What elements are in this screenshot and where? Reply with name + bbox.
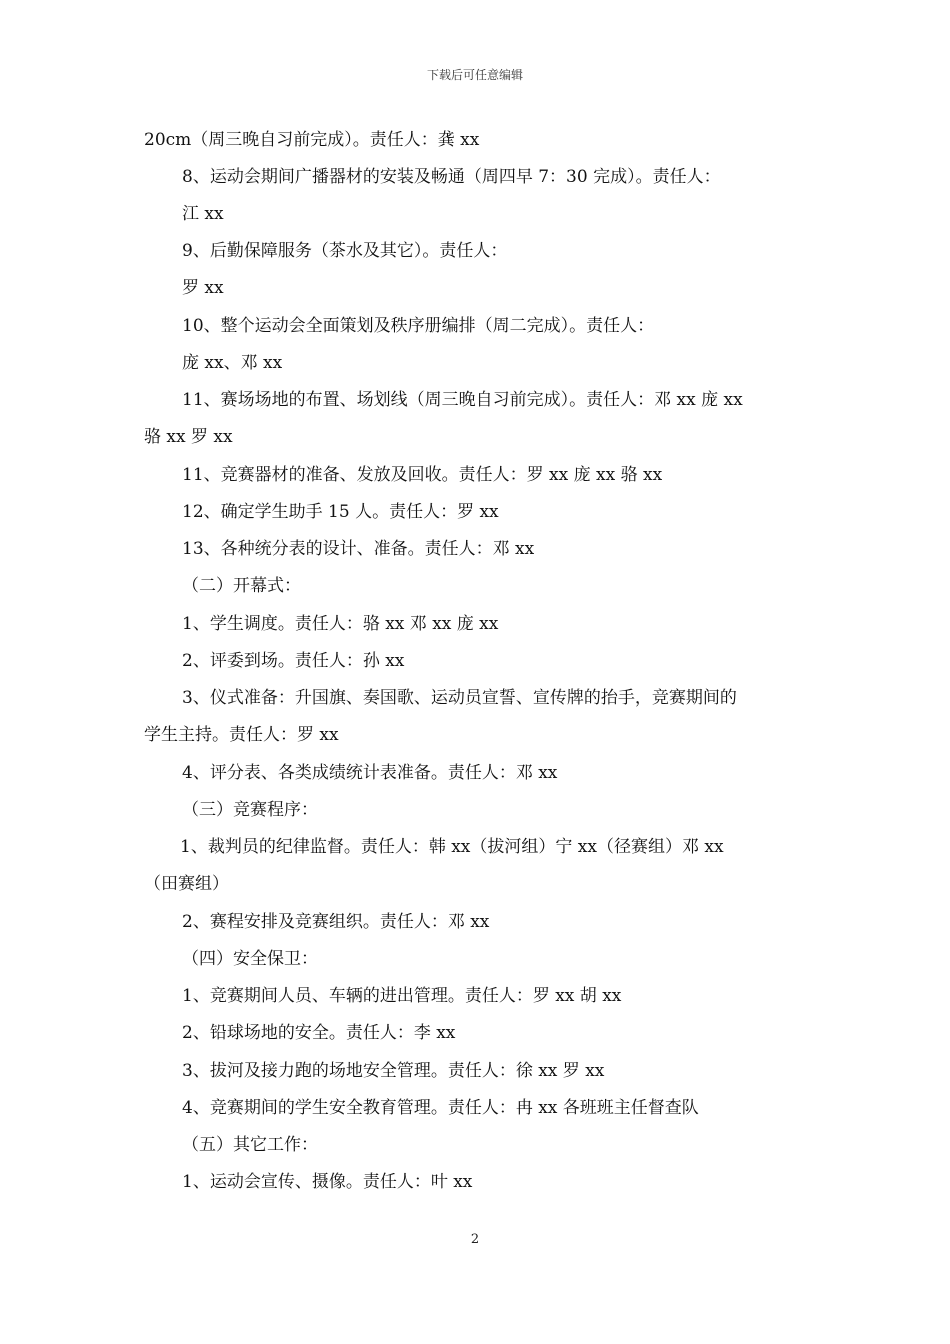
section-heading: （二）开幕式： bbox=[182, 576, 301, 596]
section-heading: （四）安全保卫： bbox=[182, 949, 318, 969]
body-line: 13、各种统分表的设计、准备。责任人：邓 xx bbox=[182, 539, 535, 559]
body-line: 8、运动会期间广播器材的安装及畅通（周四早 7：30 完成）。责任人： bbox=[182, 167, 721, 187]
body-line: 学生主持。责任人：罗 xx bbox=[144, 725, 339, 745]
body-line: 12、确定学生助手 15 人。责任人：罗 xx bbox=[182, 502, 499, 522]
body-line: 10、整个运动会全面策划及秩序册编排（周二完成）。责任人： bbox=[182, 316, 655, 336]
body-line: 2、赛程安排及竞赛组织。责任人：邓 xx bbox=[182, 912, 490, 932]
body-line: 4、评分表、各类成绩统计表准备。责任人：邓 xx bbox=[182, 763, 558, 783]
body-line: 2、铅球场地的安全。责任人：李 xx bbox=[182, 1023, 456, 1043]
body-line: 罗 xx bbox=[182, 278, 224, 298]
body-line: 11、赛场场地的布置、场划线（周三晚自习前完成）。责任人：邓 xx 庞 xx bbox=[182, 390, 743, 410]
body-line: 1、竞赛期间人员、车辆的进出管理。责任人：罗 xx 胡 xx bbox=[182, 986, 622, 1006]
body-line: 3、拔河及接力跑的场地安全管理。责任人：徐 xx 罗 xx bbox=[182, 1061, 605, 1081]
section-heading: （五）其它工作： bbox=[182, 1135, 318, 1155]
body-line: 3、仪式准备：升国旗、奏国歌、运动员宣誓、宣传牌的抬手，竞赛期间的 bbox=[182, 688, 737, 708]
body-line: 1、裁判员的纪律监督。责任人：韩 xx（拔河组）宁 xx（径赛组）邓 xx bbox=[180, 837, 724, 857]
page-header: 下载后可任意编辑 bbox=[426, 68, 523, 82]
body-line: 20cm（周三晚自习前完成）。责任人：龚 xx bbox=[144, 130, 480, 150]
page-number: 2 bbox=[470, 1232, 480, 1247]
section-heading: （三）竞赛程序： bbox=[182, 800, 318, 820]
body-line: 9、后勤保障服务（茶水及其它）。责任人： bbox=[182, 241, 508, 261]
body-line: 11、竞赛器材的准备、发放及回收。责任人：罗 xx 庞 xx 骆 xx bbox=[182, 465, 663, 485]
body-line: 江 xx bbox=[182, 204, 224, 224]
body-line: 2、评委到场。责任人：孙 xx bbox=[182, 651, 405, 671]
body-line: （田赛组） bbox=[144, 874, 229, 894]
body-line: 骆 xx 罗 xx bbox=[144, 427, 233, 447]
body-line: 庞 xx、邓 xx bbox=[182, 353, 283, 373]
body-line: 1、学生调度。责任人：骆 xx 邓 xx 庞 xx bbox=[182, 614, 499, 634]
body-line: 1、运动会宣传、摄像。责任人：叶 xx bbox=[182, 1172, 473, 1192]
body-line: 4、竞赛期间的学生安全教育管理。责任人：冉 xx 各班班主任督查队 bbox=[182, 1098, 699, 1118]
